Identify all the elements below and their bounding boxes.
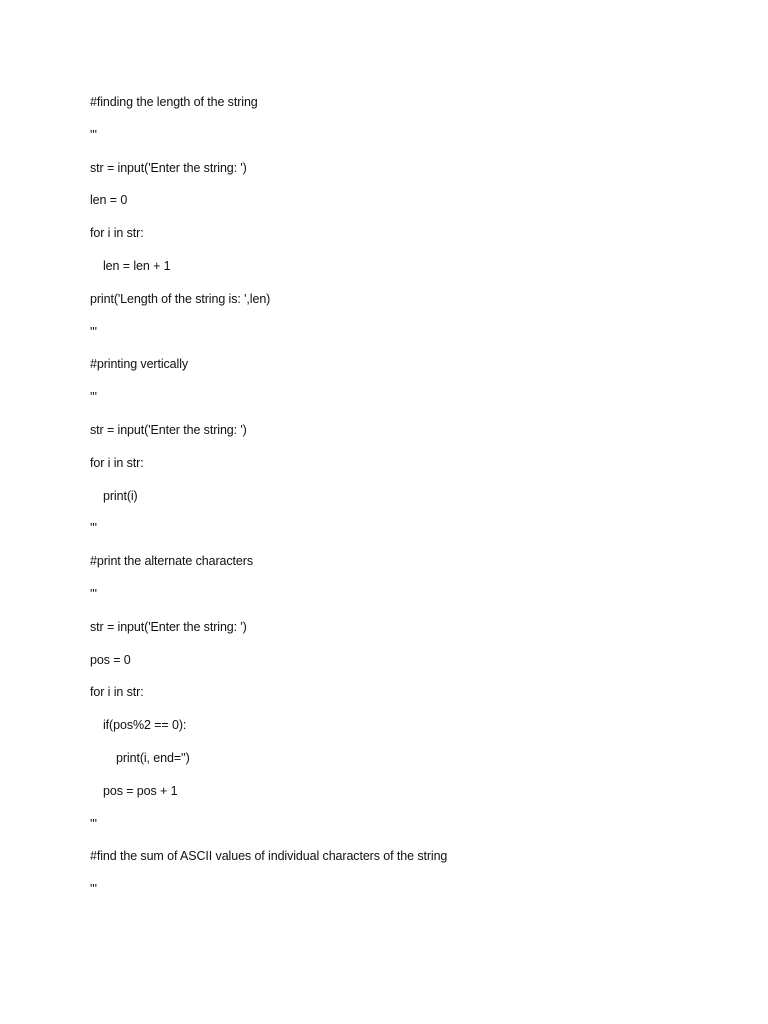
code-line: pos = 0 xyxy=(90,652,131,667)
code-line: len = len + 1 xyxy=(103,258,171,273)
comment-line: #finding the length of the string xyxy=(90,95,258,109)
code-line: if(pos%2 == 0): xyxy=(103,718,187,733)
code-line: str = input('Enter the string: ') xyxy=(90,160,247,175)
code-line: for i in str: xyxy=(90,455,144,470)
code-line: len = 0 xyxy=(90,193,128,208)
code-line: str = input('Enter the string: ') xyxy=(90,422,247,437)
comment-line: #find the sum of ASCII values of individual characters of the string xyxy=(90,849,448,864)
code-line: print(i) xyxy=(103,488,138,503)
docstring-delimiter: ''' xyxy=(90,521,97,536)
code-listing xyxy=(90,93,730,913)
code-line: print(i, end='') xyxy=(116,750,190,765)
comment-line: #printing vertically xyxy=(90,357,189,372)
code-line: for i in str: xyxy=(90,685,144,700)
docstring-delimiter: ''' xyxy=(90,127,97,142)
docstring-delimiter: ''' xyxy=(90,324,97,339)
docstring-delimiter: ''' xyxy=(90,882,97,897)
code-line: for i in str: xyxy=(90,226,144,241)
code-line: print('Length of the string is: ',len) xyxy=(90,291,271,306)
docstring-delimiter: ''' xyxy=(90,390,97,405)
docstring-delimiter: ''' xyxy=(90,816,97,831)
docstring-delimiter: ''' xyxy=(90,586,97,601)
code-line: pos = pos + 1 xyxy=(103,783,178,798)
code-line: str = input('Enter the string: ') xyxy=(90,619,247,634)
comment-line: #print the alternate characters xyxy=(90,554,253,569)
